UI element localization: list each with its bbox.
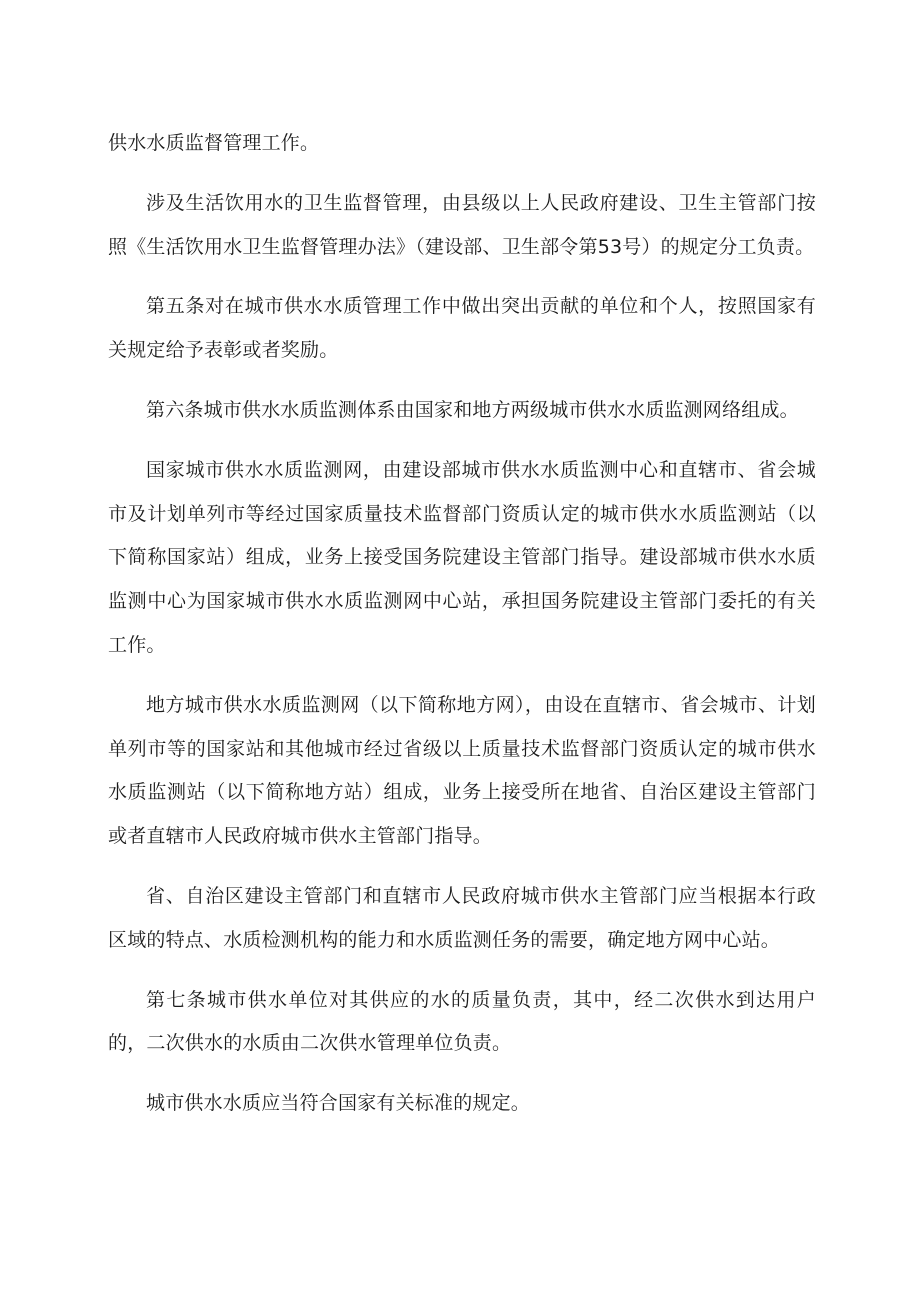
paragraph-national-network: 国家城市供水水质监测网，由建设部城市供水水质监测中心和直辖市、省会城市及计划单列市等经过国家质量技术监督部门资质认定的城市供水水质监测站（以下简称国家站）组成，业务上接受国务院建设主管部门指导。建设部城市供水水质监测中心为国家城市供水水质监测网中心站，承担国务院建设主管部门委托的有关工作。 [108, 458, 816, 656]
paragraph-quality-standard: 城市供水水质应当符合国家有关标准的规定。 [146, 1092, 531, 1115]
paragraph-hygiene-supervision: 涉及生活饮用水的卫生监督管理，由县级以上人民政府建设、卫生主管部门按照《生活饮用水卫生监督管理办法》（建设部、卫生部令第53号）的规定分工负责。 [108, 191, 816, 258]
document-body [108, 122, 816, 1142]
paragraph-article-7: 第七条城市供水单位对其供应的水的质量负责，其中，经二次供水到达用户的，二次供水的水质由二次供水管理单位负责。 [108, 988, 816, 1055]
paragraph-article-5: 第五条对在城市供水水质管理工作中做出突出贡献的单位和个人，按照国家有关规定给予表彰或者奖励。 [108, 295, 816, 362]
paragraph-local-center-station: 省、自治区建设主管部门和直辖市人民政府城市供水主管部门应当根据本行政区域的特点、水质检测机构的能力和水质监测任务的需要，确定地方网中心站。 [108, 884, 816, 951]
paragraph-local-network: 地方城市供水水质监测网（以下简称地方网），由设在直辖市、省会城市、计划单列市等的国家站和其他城市经过省级以上质量技术监督部门资质认定的城市供水水质监测站（以下简称地方站）组成，业务上接受所在地省、自治区建设主管部门或者直辖市人民政府城市供水主管部门指导。 [108, 693, 816, 848]
paragraph-continuation: 供水水质监督管理工作。 [108, 132, 320, 154]
paragraph-article-6: 第六条城市供水水质监测体系由国家和地方两级城市供水水质监测网络组成。 [146, 398, 799, 421]
